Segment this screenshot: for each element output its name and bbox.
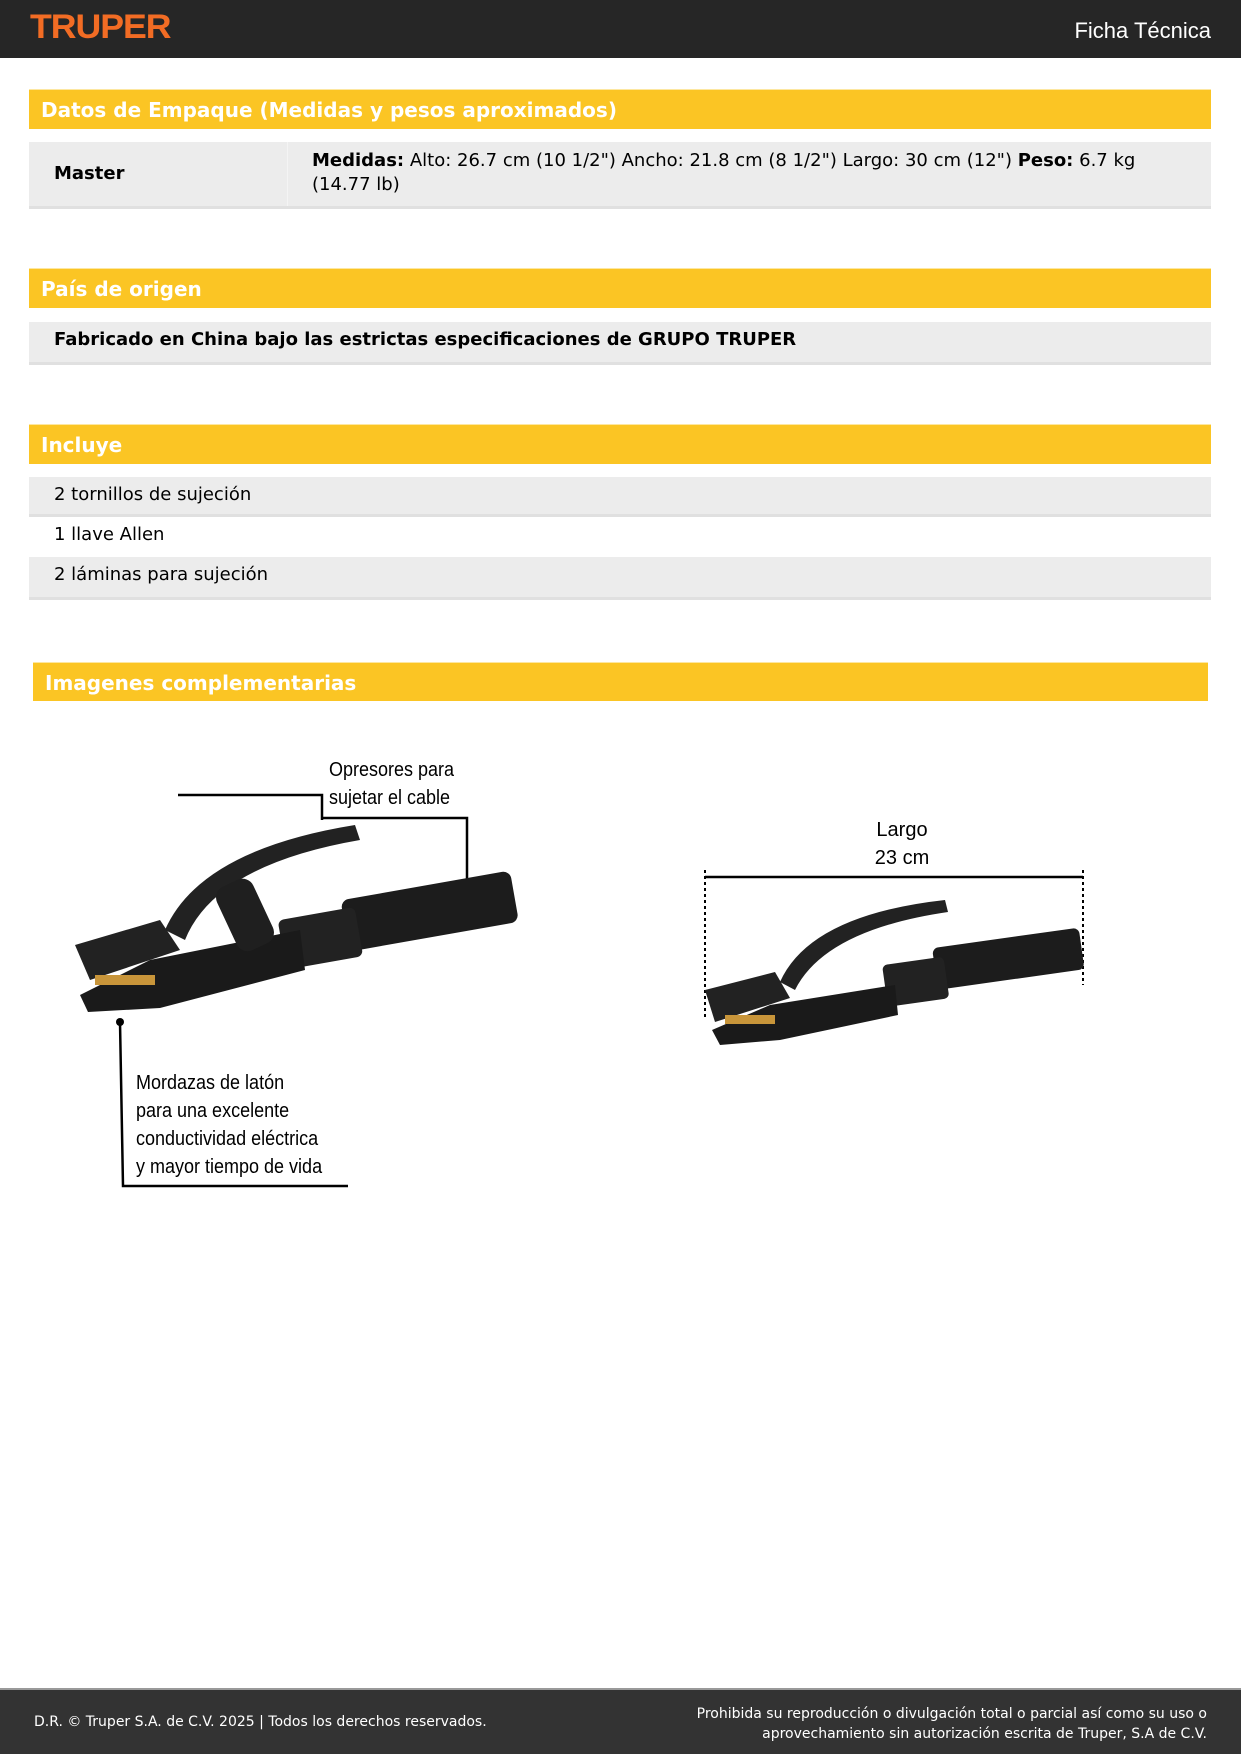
copyright-text: D.R. © Truper S.A. de C.V. 2025 | Todos los derechos reservados. <box>34 1714 487 1730</box>
packaging-row <box>29 142 1211 209</box>
callout-brass-jaws <box>136 1069 322 1181</box>
master-value <box>287 142 1211 206</box>
page-header <box>0 0 1241 58</box>
section-header-origin: País de origen <box>29 268 1211 308</box>
section-header-includes: Incluye <box>29 424 1211 464</box>
section-header-images: Imagenes complementarias <box>33 662 1208 701</box>
measures-label: Medidas: <box>312 150 405 171</box>
measures-value: Alto: 26.7 cm (10 1/2") Ancho: 21.8 cm (8 1/2") Largo: 30 cm (12") <box>409 150 1012 171</box>
origin-text: Fabricado en China bajo las estrictas especificaciones de GRUPO TRUPER <box>29 322 1211 365</box>
callout-line: Mordazas de latón <box>136 1072 285 1094</box>
dimension-name: Largo <box>876 819 928 841</box>
legal-notice: Prohibida su reproducción o divulgación total o parcial así como su uso o aprovechamiento sin autorización escrita de Truper, S.A de C.V. <box>696 1706 1207 1742</box>
callout-set-screws <box>329 756 454 812</box>
dimension-value: 23 cm <box>874 847 930 869</box>
section-header-packaging: Datos de Empaque (Medidas y pesos aproximados) <box>29 89 1211 129</box>
callout-line: Opresores para <box>329 759 455 781</box>
include-item: 1 llave Allen <box>29 517 1211 557</box>
callout-line: para una excelente <box>136 1100 290 1122</box>
weight-label: Peso: <box>1017 150 1074 171</box>
dimension-label <box>872 816 932 872</box>
include-item: 2 tornillos de sujeción <box>29 477 1211 517</box>
document-title: Ficha Técnica <box>1074 18 1211 43</box>
callout-line: y mayor tiempo de vida <box>136 1156 323 1178</box>
master-label: Master <box>54 163 125 184</box>
weight-value: 6.7 kg (14.77 lb) <box>312 150 1136 195</box>
truper-logo: TRUPER <box>30 8 171 46</box>
callout-line: conductividad eléctrica <box>136 1128 319 1150</box>
electrode-holder-dimension-image <box>705 870 1084 1045</box>
callout-line: sujetar el cable <box>329 787 451 809</box>
include-item: 2 láminas para sujeción <box>29 557 1211 600</box>
page-footer <box>0 1688 1241 1754</box>
